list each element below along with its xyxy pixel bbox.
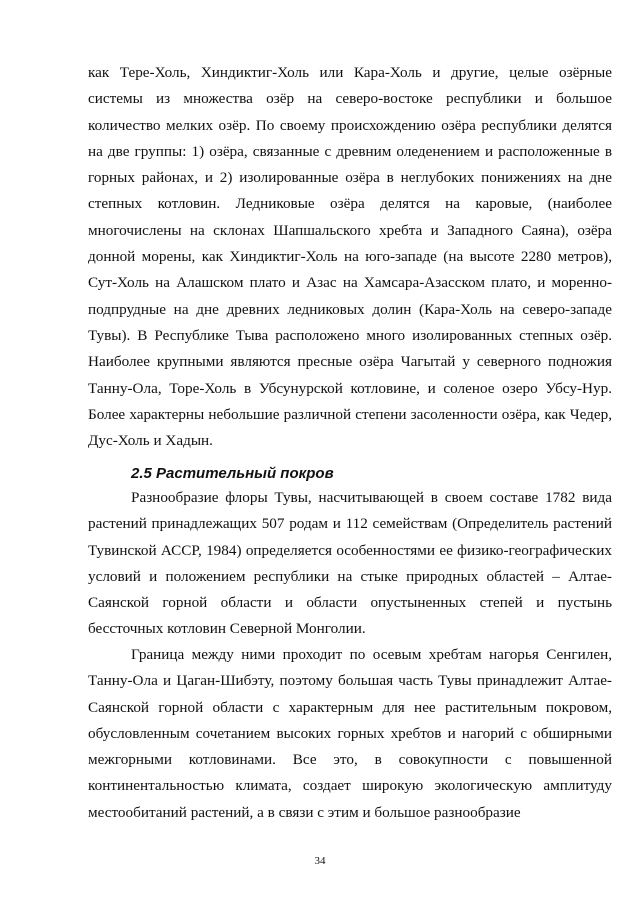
paragraph-flora: Разнообразие флоры Тувы, насчитывающей в своем составе 1782 вида растений принадлежащих 507 родам и 112 семействам (Определитель растений Тувинской АССР, 1984) определяется особенностями ее физико-географических условий и положением республики на стыке природных областей – Алтае-Саянской горной области и области опустыненных степей и пустынь бессточных котловин Северной Монголии.	[88, 489, 612, 638]
paragraph-boundary: Граница между ними проходит по осевым хребтам нагорья Сенгилен, Танну-Ола и Цаган-Шибэту, поэтому большая часть Тувы принадлежит Алтае-Саянской горной области с характерным для нее растительным покровом, обусловленным сочетанием высоких горных хребтов и нагорий с обширными межгорными котловинами. Все это, в совокупности с повышенной континентальностью климата, создает широкую экологическую амплитуду местообитаний растений, а в связи с этим и большое разнообразие	[88, 646, 612, 821]
page-number: 34	[314, 855, 326, 867]
section-heading: 2.5 Растительный покров	[131, 465, 334, 482]
paragraph-lakes: как Тере-Холь, Хиндиктиг-Холь или Кара-Холь и другие, целые озёрные системы из множества озёр на северо-востоке республики и большое количество мелких озёр. По своему происхождению озёра республики делятся на две группы: 1) озёра, связанные с древним оледенением и расположенные в горных районах, и 2) изолированные озёра в неглубоких понижениях на дне степных котловин. Ледниковые озёра делятся на каровые, (наиболее многочислены на склонах Шапшальского хребта и Западного Саяна), озёра донной морены, как Хиндиктиг-Холь на юго-западе (на высоте 2280 метров), Сут-Холь на Алашском плато и Азас на Хамсара-Азасском плато, и моренно-подпрудные на дне древних ледниковых долин (Кара-Холь на северо-западе Тувы). В Республике Тыва расположено много изолированных степных озёр. Наиболее крупными являются пресные озёра Чагытай у северного подножия Танну-Ола, Торе-Холь в Убсунурской котловине, и соленое озеро Убсу-Нур. Более характерны небольшие различной степени засоленности озёра, как Чедер, Дус-Холь и Хадын.	[88, 64, 612, 450]
